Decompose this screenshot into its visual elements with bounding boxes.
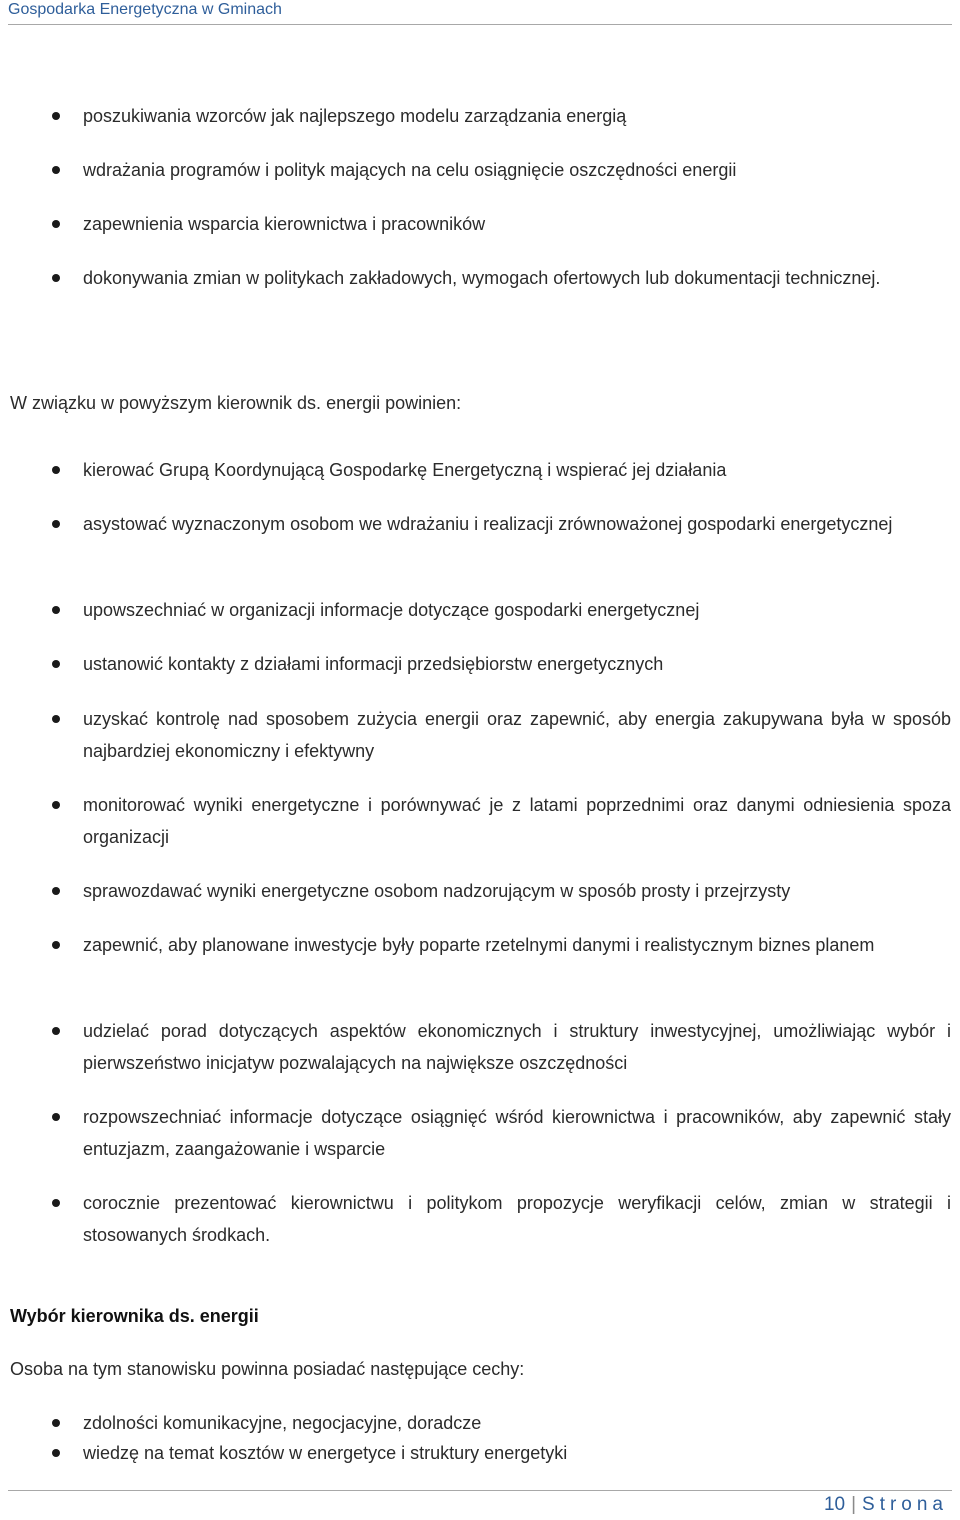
list-item: corocznie prezentować kierownictwu i politykom propozycje weryfikacji celów, zmian w strategii i stosowanych środkach. <box>83 1187 951 1251</box>
page-number: 10 <box>823 1494 846 1515</box>
list-item: uzyskać kontrolę nad sposobem zużycia energii oraz zapewnić, aby energia zakupywana była w sposób najbardziej ekonomiczny i efektywny <box>83 703 951 767</box>
footer-divider <box>8 1490 952 1491</box>
intro-paragraph: W związku w powyższym kierownik ds. energii powinien: <box>10 393 462 413</box>
page-footer <box>824 1494 948 1516</box>
list-item: rozpowszechniać informacje dotyczące osiągnięć wśród kierownictwa i pracowników, aby zapewnić stały entuzjazm, zaangażowanie i wsparcie <box>83 1101 951 1165</box>
list-item: zdolności komunikacyjne, negocjacyjne, doradcze <box>83 1407 951 1439</box>
list-item: monitorować wyniki energetyczne i porównywać je z latami poprzednimi oraz danymi odniesienia spoza organizacji <box>83 789 951 853</box>
section-intro: Osoba na tym stanowisku powinna posiadać następujące cechy: <box>10 1359 525 1379</box>
list-item: upowszechniać w organizacji informacje dotyczące gospodarki energetycznej <box>83 594 951 626</box>
page-label: Strona <box>862 1494 948 1515</box>
list-item: asystować wyznaczonym osobom we wdrażaniu i realizacji zrównoważonej gospodarki energetycznej <box>83 508 951 540</box>
list-item: dokonywania zmian w politykach zakładowych, wymogach ofertowych lub dokumentacji technicznej. <box>83 262 951 294</box>
list-item: wdrażania programów i polityk mających na celu osiągnięcie oszczędności energii <box>83 154 951 186</box>
list-item: wiedzę na temat kosztów w energetyce i struktury energetyki <box>83 1437 951 1469</box>
header-title: Gospodarka Energetyczna w Gminach <box>8 1 282 18</box>
list-item: kierować Grupą Koordynującą Gospodarkę Energetyczną i wspierać jej działania <box>83 454 951 486</box>
list-item: zapewnić, aby planowane inwestycje były poparte rzetelnymi danymi i realistycznym biznes planem <box>83 929 951 961</box>
list-item: poszukiwania wzorców jak najlepszego modelu zarządzania energią <box>83 100 951 132</box>
footer-separator: | <box>851 1494 857 1515</box>
list-item: ustanowić kontakty z działami informacji przedsiębiorstw energetycznych <box>83 648 951 680</box>
header-divider <box>8 24 952 25</box>
section-heading: Wybór kierownika ds. energii <box>10 1306 259 1326</box>
list-item: sprawozdawać wyniki energetyczne osobom nadzorującym w sposób prosty i przejrzysty <box>83 875 951 907</box>
list-item: udzielać porad dotyczących aspektów ekonomicznych i struktury inwestycyjnej, umożliwiając wybór i pierwszeństwo inicjatyw pozwalających na największe oszczędności <box>83 1015 951 1079</box>
list-item: zapewnienia wsparcia kierownictwa i pracowników <box>83 208 951 240</box>
